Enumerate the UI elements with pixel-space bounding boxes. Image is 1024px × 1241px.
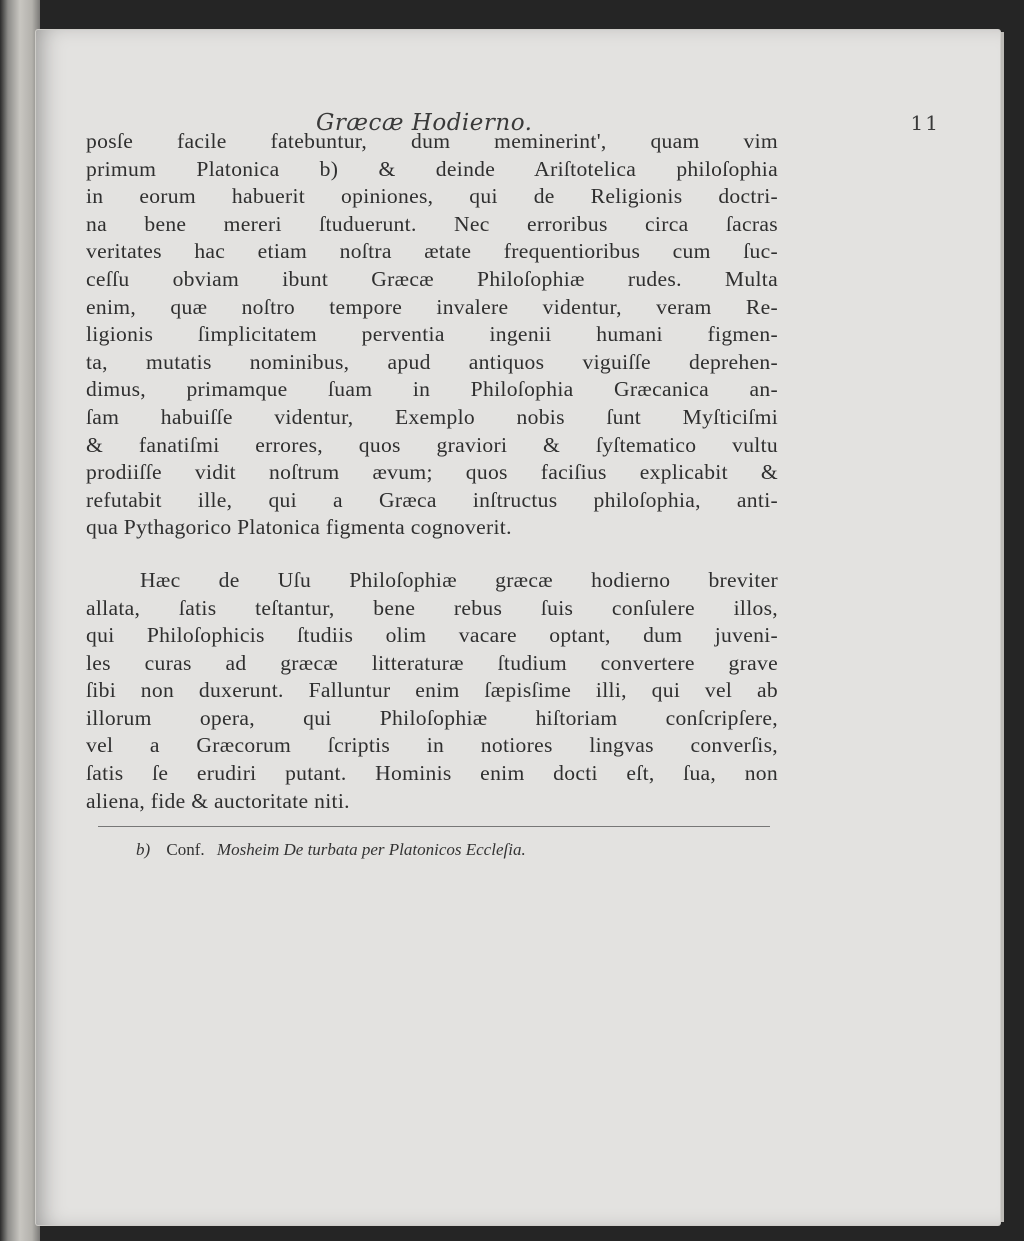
text-line: vel a Græcorum ſcriptis in notiores lingvas converſis, [86,733,778,758]
footnote [136,840,776,860]
text-line: ta, mutatis nominibus, apud antiquos viguiſſe deprehen- [86,349,778,374]
page-number: 11 [910,111,940,135]
footnote-rule [98,826,770,827]
text-line: refutabit ille, qui a Græca inſtructus philoſophia, anti- [86,487,778,512]
paragraph-1 [86,128,778,542]
text-line: ſam habuiſſe videntur, Exemplo nobis ſunt Myſticiſmi [86,404,778,429]
text-line: Hæc de Uſu Philoſophiæ græcæ hodierno breviter [140,567,778,592]
text-line: dimus, primamque ſuam in Philoſophia Græcanica an- [86,377,778,402]
text-line: allata, ſatis teſtantur, bene rebus ſuis conſulere illos, [86,595,778,620]
text-line: illorum opera, qui Philoſophiæ hiſtoriam conſcripſere, [86,705,778,730]
paragraph-gap [86,542,778,567]
paragraph-2 [86,567,778,815]
text-line: qui Philoſophicis ſtudiis olim vacare optant, dum juveni- [86,623,778,648]
text-line: in eorum habuerit opiniones, qui de Religionis doctri- [86,184,778,209]
body-text [86,128,778,815]
text-line: posſe facile fatebuntur, dum meminerint', quam vim [86,129,778,153]
text-line: prodiiſſe vidit noſtrum ævum; quos faciſius explicabit & [86,460,778,485]
text-line: veritates hac etiam noſtra ætate frequentioribus cum ſuc- [86,239,778,264]
page-edge [1000,32,1004,1222]
text-line: ſibi non duxerunt. Falluntur enim ſæpisſime illi, qui vel ab [86,678,778,703]
footnote-text: Mosheim De turbata per Platonicos Eccleſia. [216,840,526,859]
running-head-title: Græcæ Hodierno. [316,110,533,136]
footnote-mark: b) [136,840,151,859]
text-line: na bene mereri ſtuduerunt. Nec erroribus circa ſacras [86,211,778,236]
book-spine [0,0,40,1241]
text-line: aliena, fide & auctoritate niti. [86,788,350,813]
text-line: les curas ad græcæ litteraturæ ſtudium convertere grave [86,650,778,675]
text-line: primum Platonica b) & deinde Ariſtotelica philoſophia [86,156,778,181]
text-line: ligionis ſimplicitatem perventia ingenii humani figmen- [86,322,778,347]
text-line: enim, quæ noſtro tempore invalere videntur, veram Re- [86,294,778,319]
footnote-conf: Conf. [166,840,205,859]
text-line: ceſſu obviam ibunt Græcæ Philoſophiæ rudes. Multa [86,266,778,291]
text-line: & fanatiſmi errores, quos graviori & ſyſtematico vultu [86,432,778,457]
text-line: qua Pythagorico Platonica figmenta cognoverit. [86,515,512,540]
text-line: ſatis ſe erudiri putant. Hominis enim docti eſt, ſua, non [86,761,778,786]
